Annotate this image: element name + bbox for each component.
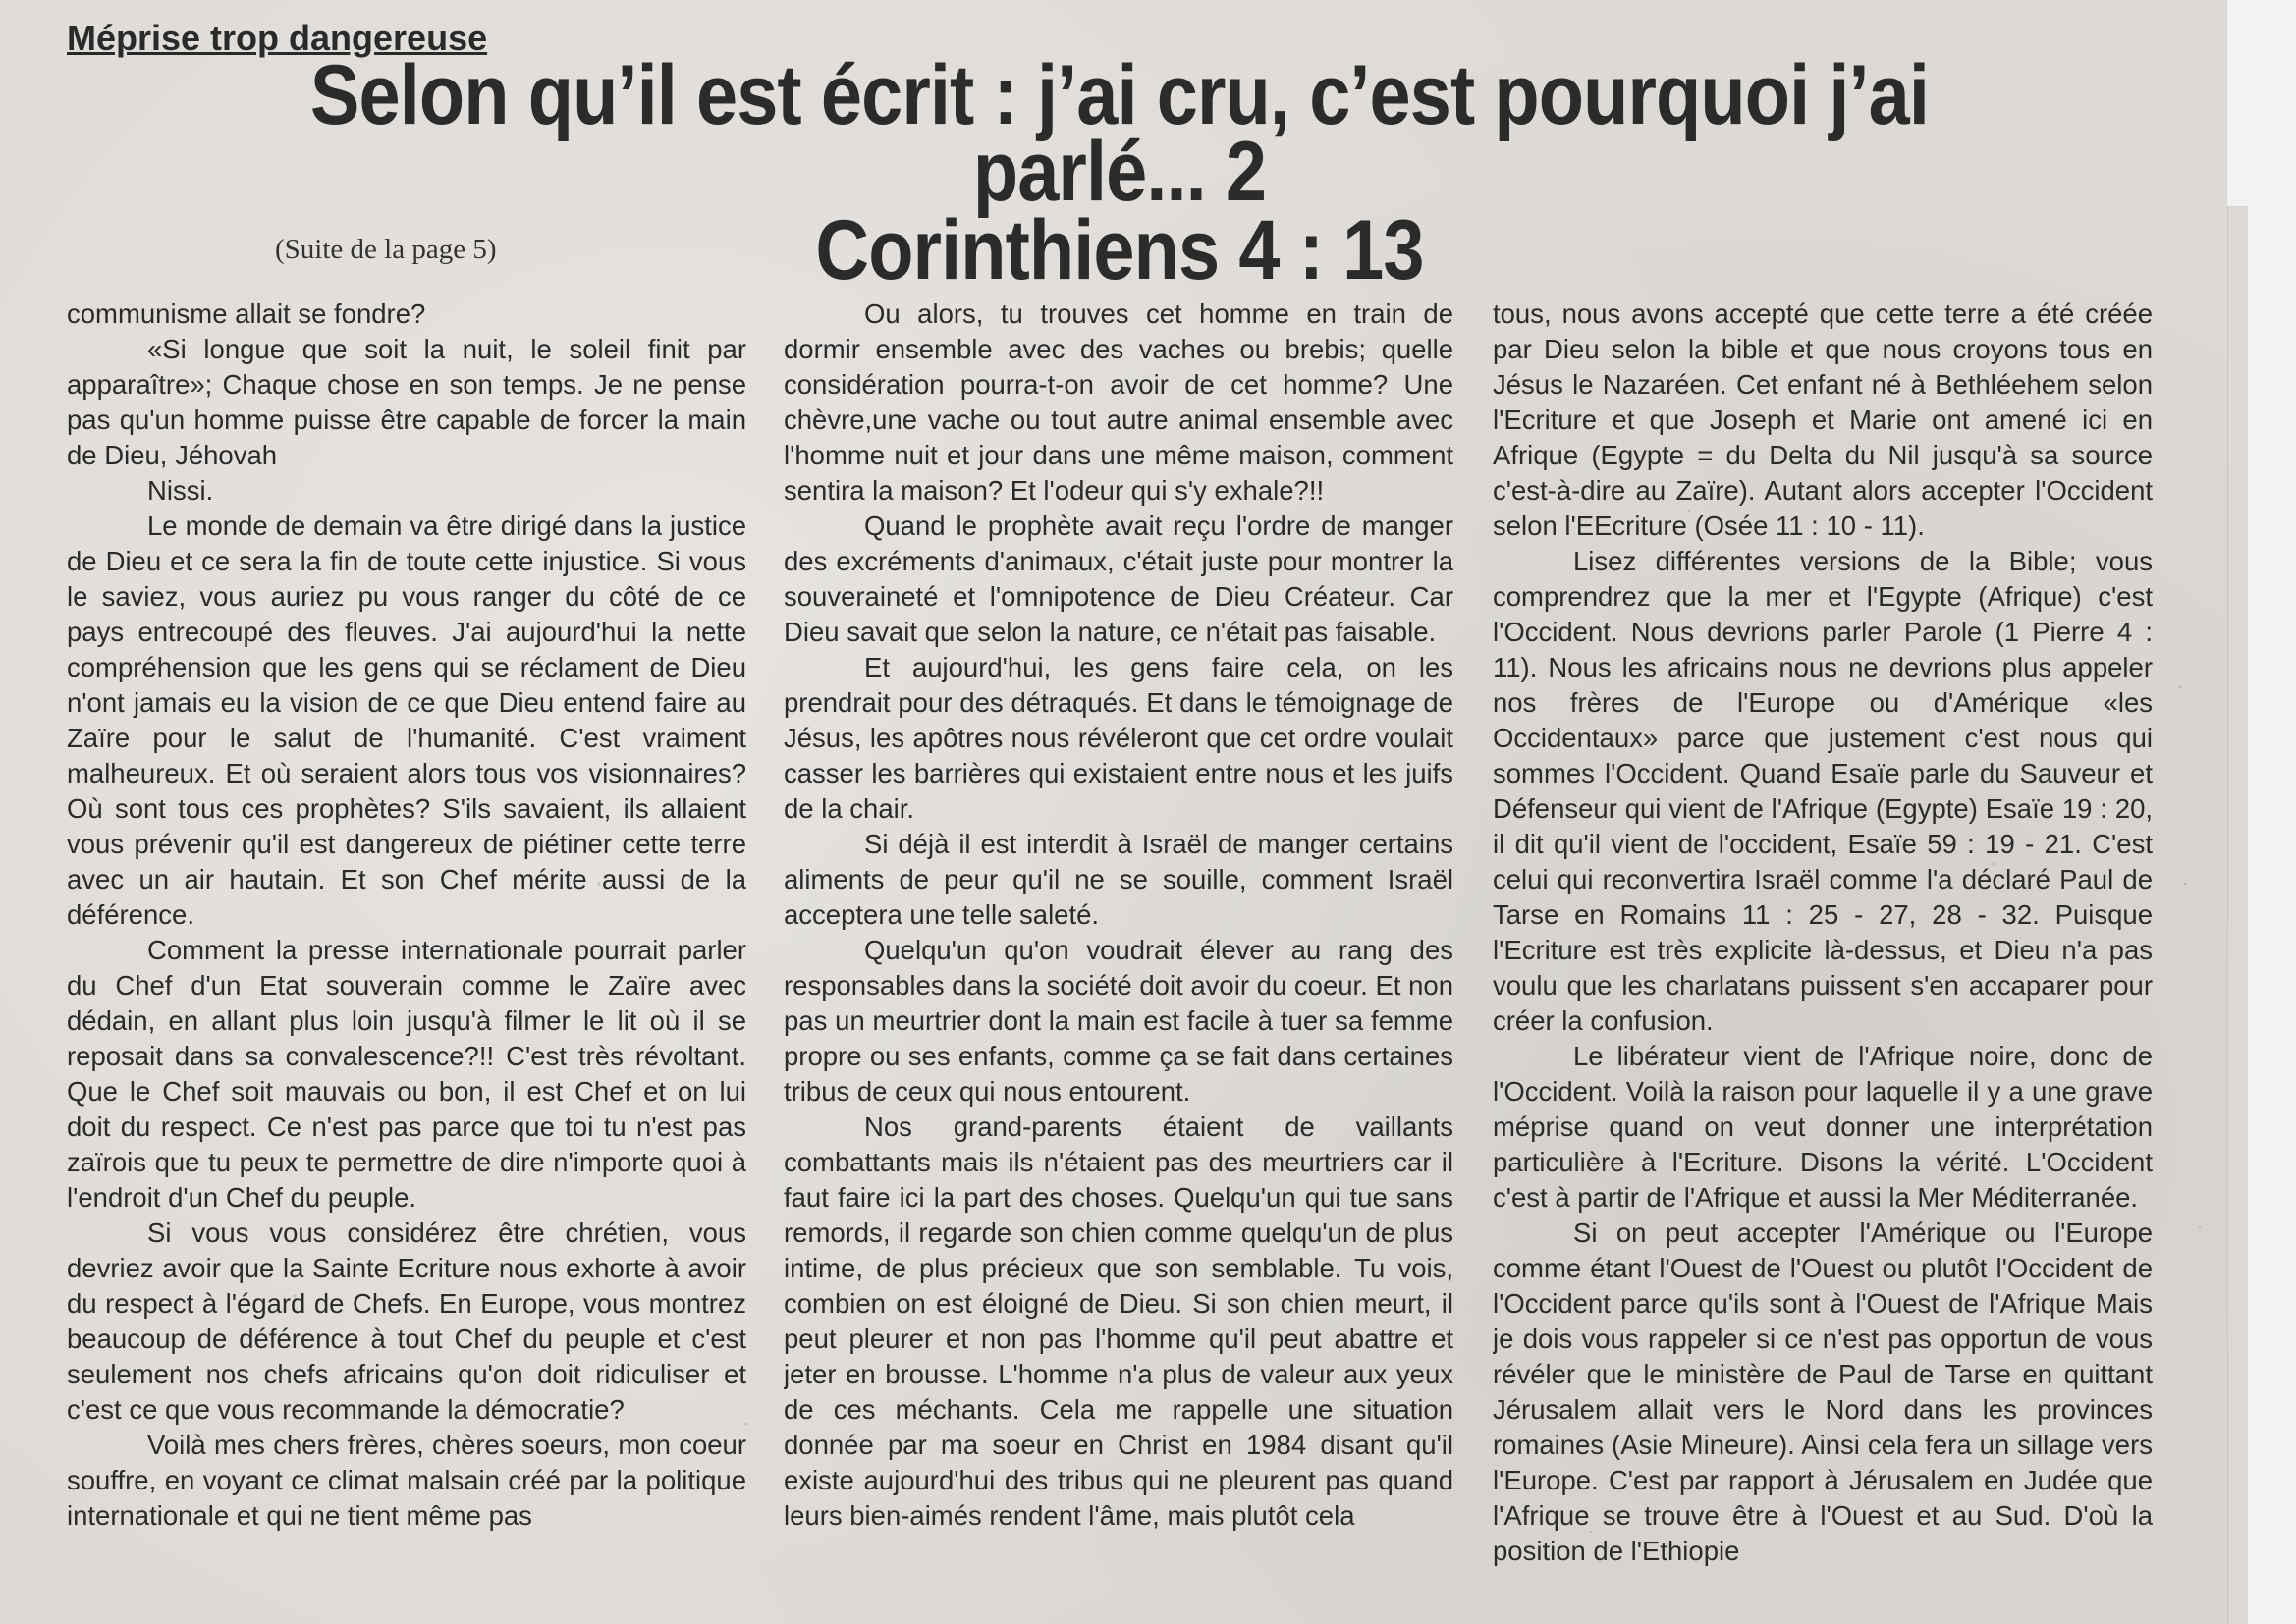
paragraph: Si déjà il est interdit à Israël de manger certains aliments de peur qu'il ne se souille, comment Israël acceptera une telle saleté. bbox=[784, 829, 1453, 930]
paragraph: Le monde de demain va être dirigé dans la justice de Dieu et ce sera la fin de toute cette injustice. Si vous le saviez, vous auriez pu vous ranger du côté de ce pays entrecoupé des fleuves. J'ai aujourd'hui la nette compréhension que les gens qui se réclament de Dieu n'ont jamais eu la vision de ce que Dieu entend faire au Zaïre pour le salut de l'humanité. C'est vraiment malheureux. Et où seraient alors tous vos visionnaires? Où sont tous ces prophètes? S'ils savaient, ils allaient vous prévenir qu'il est dangereux de piétiner cette terre avec un air hautain. Et son Chef mérite aussi de la déférence. bbox=[67, 511, 746, 930]
paragraph: Voilà mes chers frères, chères soeurs, mon coeur souffre, en voyant ce climat malsain créé par la politique internationale et qui ne tient même pas bbox=[67, 1430, 746, 1531]
paragraph: «Si longue que soit la nuit, le soleil finit par apparaître»; Chaque chose en son temps. Je ne pense pas qu'un homme puisse être capable de forcer la main de Dieu, Jéhovah bbox=[67, 334, 746, 470]
paragraph: communisme allait se fondre? bbox=[67, 298, 426, 329]
text-column-2 bbox=[784, 297, 1453, 1624]
headline-line-2: Corinthiens 4 : 13 bbox=[815, 203, 1424, 298]
section-kicker: Méprise trop dangereuse bbox=[67, 18, 488, 58]
paragraph: Ou alors, tu trouves cet homme en train de dormir ensemble avec des vaches ou brebis; quelle considération pourra-t-on avoir de cet homme? Une chèvre,une vache ou tout autre animal ensemble avec l'homme nuit et jour dans une même maison, comment sentira la maison? Et l'odeur qui s'y exhale?!! bbox=[784, 298, 1453, 506]
paragraph: Nos grand-parents étaient de vaillants combattants mais ils n'étaient pas des meurtriers car il faut faire ici la part des choses. Quelqu'un qui tue sans remords, il regarde son chien comme quelqu'un de plus intime, de plus précieux que son semblable. Tu vois, combien on est éloigné de Dieu. Si son chien meurt, il peut pleurer et non pas l'homme qu'il peut abattre et jeter en brousse. L'homme n'a plus de valeur aux yeux de ces méchants. Cela me rappelle une situation donnée par ma soeur en Christ en 1984 disant qu'il existe aujourd'hui des tribus qui ne pleurent pas quand leurs bien-aimés rendent l'âme, mais plutôt cela bbox=[784, 1111, 1453, 1531]
paragraph: Si on peut accepter l'Amérique ou l'Europe comme étant l'Ouest de l'Ouest ou plutôt l'Occident de l'Occident parce qu'ils sont à l'Ouest de l'Afrique Mais je dois vous rappeler si ce n'est pas opportun de vous révéler que le ministère de Paul de Tarse en quittant Jérusalem allait vers le Nord dans les provinces romaines (Asie Mineure). Ainsi cela fera un sillage vers l'Europe. C'est par rapport à Jérusalem en Judée que l'Afrique se trouve être à l'Ouest et au Sud. D'où la position de l'Ethiopie bbox=[1493, 1218, 2153, 1566]
headline-line-1: Selon qu’il est écrit : j’ai cru, c’est pourquoi j’ai parlé... 2 bbox=[309, 48, 1930, 219]
article-headline bbox=[264, 48, 1975, 298]
paragraph: Nissi. bbox=[147, 475, 214, 506]
scanner-edge bbox=[2227, 206, 2248, 1624]
text-column-3 bbox=[1493, 297, 2153, 1624]
paragraph: Si vous vous considérez être chrétien, vous devriez avoir que la Sainte Ecriture nous exhorte à avoir du respect à l'égard de Chefs. En Europe, vous montrez beaucoup de déférence à tout Chef du peuple et c'est seulement nos chefs africains qu'on doit ridiculiser et c'est ce que vous recommande la démocratie? bbox=[67, 1218, 746, 1425]
paragraph: Quand le prophète avait reçu l'ordre de manger des excréments d'animaux, c'était juste pour montrer la souveraineté et l'omnipotence de Dieu Créateur. Car Dieu savait que selon la nature, ce n'était pas faisable. bbox=[784, 511, 1453, 647]
paragraph: Le libérateur vient de l'Afrique noire, donc de l'Occident. Voilà la raison pour laquelle il y a une grave méprise quand on veut donner une interprétation particulière à l'Ecriture. Disons la vérité. L'Occident c'est à partir de l'Afrique et aussi la Mer Méditerranée. bbox=[1493, 1041, 2153, 1213]
text-column-1 bbox=[67, 297, 746, 1624]
paragraph: Lisez différentes versions de la Bible; vous comprendrez que la mer et l'Egypte (Afrique) c'est l'Occident. Nous devrions parler Parole (1 Pierre 4 : 11). Nous les africains nous ne devrions plus appeler nos frères de l'Europe ou d'Amérique «les Occidentaux» parce que justement c'est nous qui sommes l'Occident. Quand Esaïe parle du Sauveur et Défenseur qui vient de l'Afrique (Egypte) Esaïe 19 : 20, il dit qu'il vient de l'occident, Esaïe 59 : 19 - 21. C'est celui qui reconvertira Israël comme l'a déclaré Paul de Tarse en Romains 11 : 25 - 27, 28 - 32. Puisque l'Ecriture est très explicite là-dessus, et Dieu n'a pas voulu que les charlatans puissent s'en accaparer pour créer la confusion. bbox=[1493, 546, 2153, 1036]
paragraph: Comment la presse internationale pourrait parler du Chef d'un Etat souverain comme le Zaïre avec dédain, en allant plus loin jusqu'à filmer le lit où il se reposait dans sa convalescence?!! C'est très révoltant. Que le Chef soit mauvais ou bon, il est Chef et on lui doit du respect. Ce n'est pas parce que toi tu n'est pas zaïrois que tu peux te permettre de dire n'importe quoi à l'endroit d'un Chef du peuple. bbox=[67, 935, 746, 1213]
paragraph: tous, nous avons accepté que cette terre a été créée par Dieu selon la bible et que nous croyons tous en Jésus le Nazaréen. Cet enfant né à Bethléehem selon l'Ecriture et que Joseph et Marie ont amené ici en Afrique (Egypte = du Delta du Nil jusqu'à sa source c'est-à-dire au Zaïre). Autant alors accepter l'Occident selon l'EEcriture (Osée 11 : 10 - 11). bbox=[1493, 298, 2153, 541]
paragraph: Quelqu'un qu'on voudrait élever au rang des responsables dans la société doit avoir du coeur. Et non pas un meurtrier dont la main est facile à tuer sa femme propre ou ses enfants, comme ça se fait dans certaines tribus de ceux qui nous entourent. bbox=[784, 935, 1453, 1107]
paragraph: Et aujourd'hui, les gens faire cela, on les prendrait pour des détraqués. Et dans le témoignage de Jésus, les apôtres nous révéleront que cet ordre voulait casser les barrières qui existaient entre nous et les juifs de la chair. bbox=[784, 652, 1453, 824]
continuation-note: (Suite de la page 5) bbox=[275, 234, 497, 265]
